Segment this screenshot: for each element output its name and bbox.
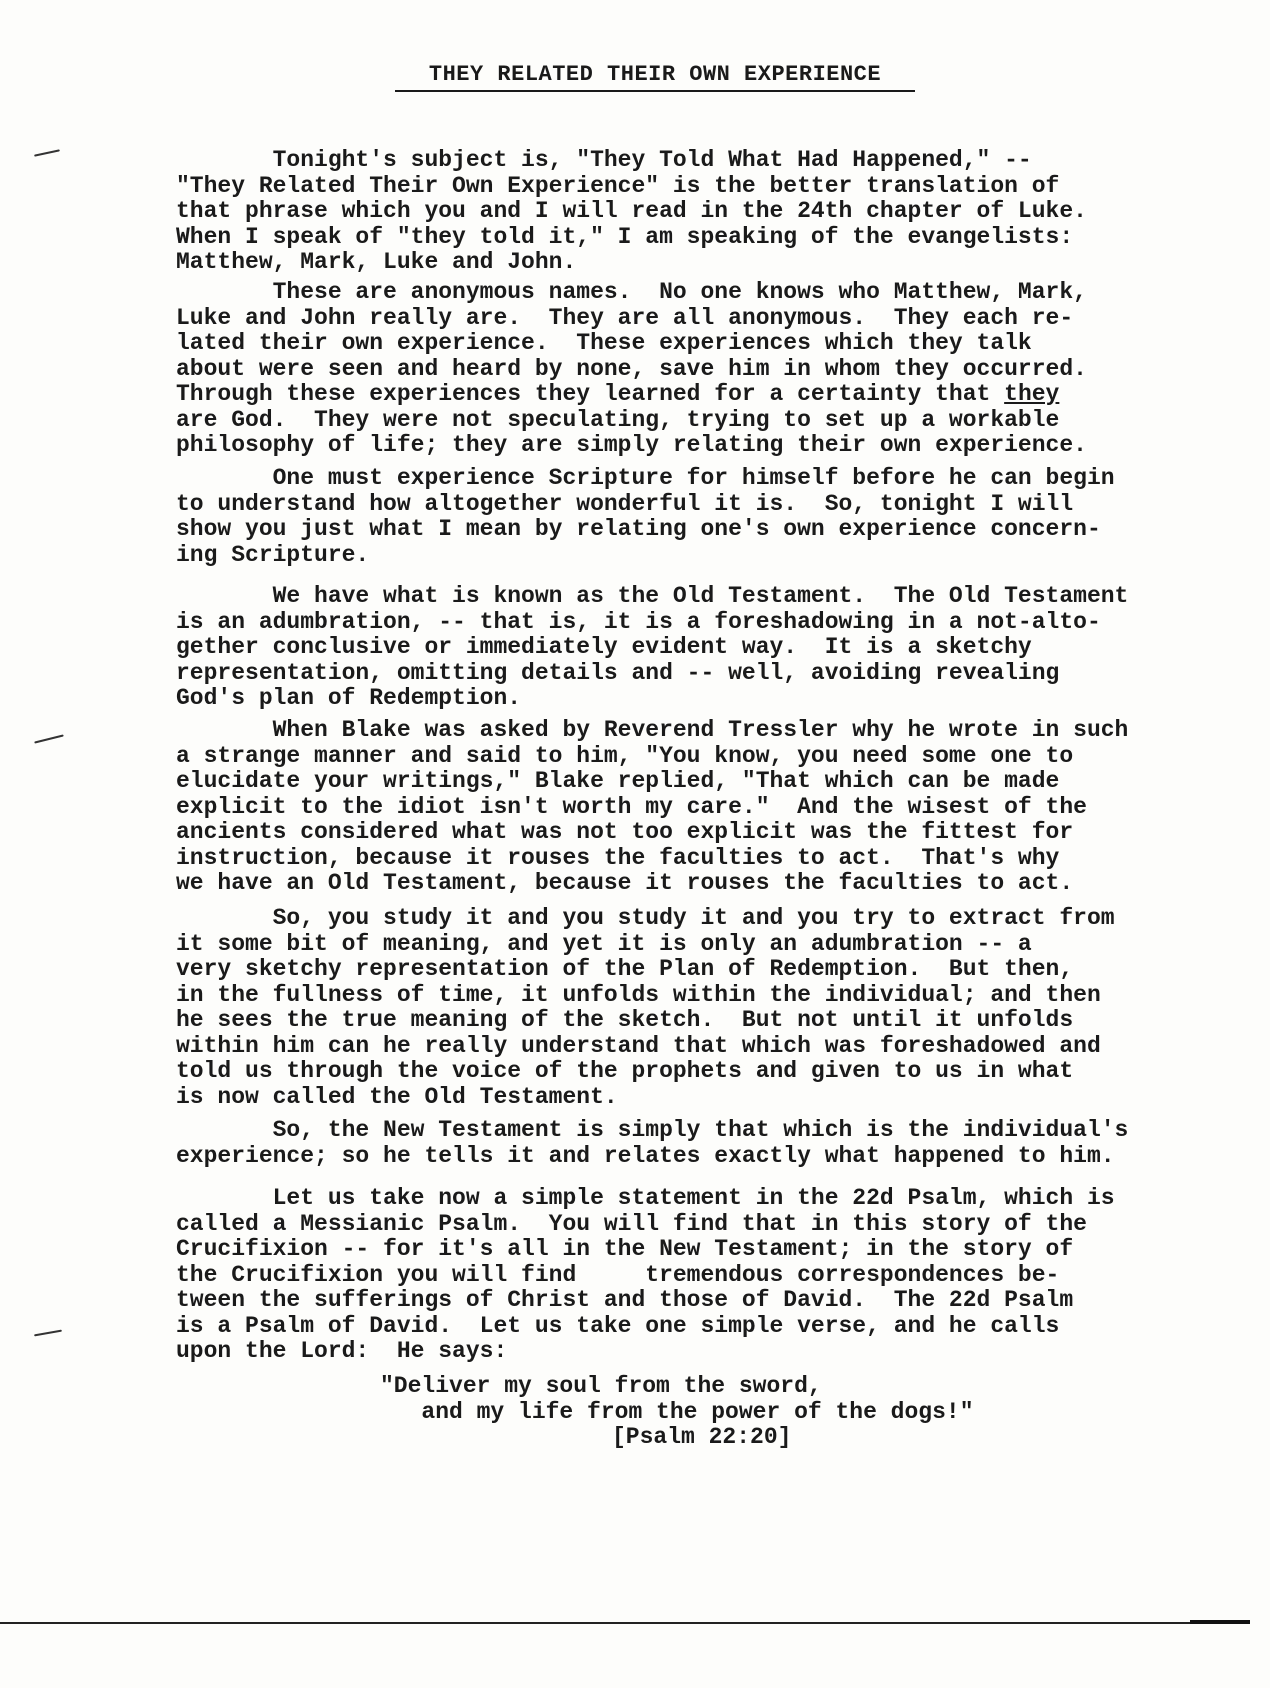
text-line: ancients considered what was not too explicit was the fittest for	[176, 819, 1074, 845]
text-line: philosophy of life; they are simply relating their own experience.	[176, 432, 1087, 458]
quote-citation: [Psalm 22:20]	[612, 1424, 792, 1450]
text-line: called a Messianic Psalm. You will find that in this story of the	[176, 1210, 1087, 1237]
text-line: told us through the voice of the prophets and given to us in what	[176, 1058, 1074, 1084]
text-line: is now called the Old Testament.	[176, 1083, 618, 1110]
page-title: THEY RELATED THEIR OWN EXPERIENCE	[428, 62, 882, 87]
margin-mark	[34, 1330, 62, 1337]
title-underline	[395, 90, 915, 92]
text-line: about were seen and heard by none, save him in whom they occurred.	[176, 355, 1087, 382]
text-line: a strange manner and said to him, "You know, you need some one to	[176, 742, 1074, 769]
paragraph-8	[176, 1186, 1186, 1365]
text-line: Let us take now a simple statement in the 22d Psalm, which is	[176, 1185, 1115, 1211]
paragraph-2	[176, 280, 1186, 459]
margin-mark	[34, 734, 64, 743]
paragraph-4	[176, 584, 1186, 712]
text-line: Matthew, Mark, Luke and John.	[176, 249, 577, 275]
text-line: upon the Lord: He says:	[176, 1338, 508, 1364]
text-line: representation, omitting details and -- well, avoiding revealing	[176, 659, 1060, 686]
text-line: is a Psalm of David. Let us take one simple verse, and he calls	[176, 1312, 1060, 1339]
text-line: Tonight's subject is, "They Told What Had Happened," --	[176, 147, 1032, 173]
underlined-word: they	[1004, 381, 1060, 407]
text-line: explicit to the idiot isn't worth my care." And the wisest of the	[176, 793, 1087, 820]
quote-line: and my life from the power of the dogs!"	[380, 1398, 974, 1425]
text-line: elucidate your writings," Blake replied, "That which can be made	[176, 768, 1060, 794]
text-line: show you just what I mean by relating one's own experience concern-	[176, 516, 1101, 542]
text-line: very sketchy representation of the Plan of Redemption. But then,	[176, 956, 1074, 982]
text-line: One must experience Scripture for himself before he can begin	[176, 465, 1115, 491]
margin-mark	[34, 149, 60, 156]
text-line: We have what is known as the Old Testament. The Old Testament	[176, 583, 1129, 609]
paragraph-1	[176, 148, 1186, 276]
paragraph-6	[176, 906, 1186, 1110]
paragraph-7	[176, 1118, 1186, 1169]
scripture-quote	[380, 1374, 1080, 1451]
text-line: it some bit of meaning, and yet it is only an adumbration -- a	[176, 930, 1032, 957]
text-line: we have an Old Testament, because it rouses the faculties to act.	[176, 870, 1074, 896]
text-line: gether conclusive or immediately evident way. It is a sketchy	[176, 634, 1032, 660]
bottom-rule-end	[1190, 1620, 1250, 1624]
text-fragment: Through these experiences they learned for a certainty that	[176, 381, 1005, 407]
text-line: Crucifixion -- for it's all in the New Testament; in the story of	[176, 1236, 1074, 1262]
text-line: So, you study it and you study it and you try to extract from	[176, 905, 1115, 931]
text-line: God's plan of Redemption.	[176, 685, 522, 711]
text-line: These are anonymous names. No one knows who Matthew, Mark,	[176, 279, 1087, 305]
text-line: "They Related Their Own Experience" is the better translation of	[176, 172, 1060, 199]
text-line: ing Scripture.	[176, 541, 370, 568]
text-line: the Crucifixion you will find tremendous correspondences be-	[176, 1261, 1060, 1288]
paragraph-3	[176, 466, 1186, 568]
text-line: When I speak of "they told it," I am speaking of the evangelists:	[176, 223, 1074, 250]
text-line: So, the New Testament is simply that which is the individual's	[176, 1117, 1129, 1143]
text-line-with-underline	[176, 382, 1186, 408]
text-line: is an adumbration, -- that is, it is a foreshadowing in a not-alto-	[176, 608, 1101, 635]
text-line: that phrase which you and I will read in the 24th chapter of Luke.	[176, 198, 1087, 224]
text-line: lated their own experience. These experiences which they talk	[176, 330, 1032, 356]
bottom-rule	[0, 1622, 1240, 1624]
text-line: tween the sufferings of Christ and those of David. The 22d Psalm	[176, 1287, 1074, 1313]
text-line: within him can he really understand that which was foreshadowed and	[176, 1032, 1101, 1059]
text-line: to understand how altogether wonderful it is. So, tonight I will	[176, 490, 1074, 517]
quote-line: "Deliver my soul from the sword,	[380, 1373, 822, 1399]
paragraph-5	[176, 718, 1186, 897]
text-line: When Blake was asked by Reverend Tressler why he wrote in such	[176, 717, 1129, 743]
text-line: he sees the true meaning of the sketch. But not until it unfolds	[176, 1007, 1074, 1033]
text-line: experience; so he tells it and relates exactly what happened to him.	[176, 1142, 1115, 1169]
text-line: in the fullness of time, it unfolds within the individual; and then	[176, 981, 1101, 1008]
text-line: are God. They were not speculating, trying to set up a workable	[176, 406, 1060, 433]
text-line: Luke and John really are. They are all anonymous. They each re-	[176, 304, 1074, 331]
text-line: instruction, because it rouses the faculties to act. That's why	[176, 844, 1060, 871]
